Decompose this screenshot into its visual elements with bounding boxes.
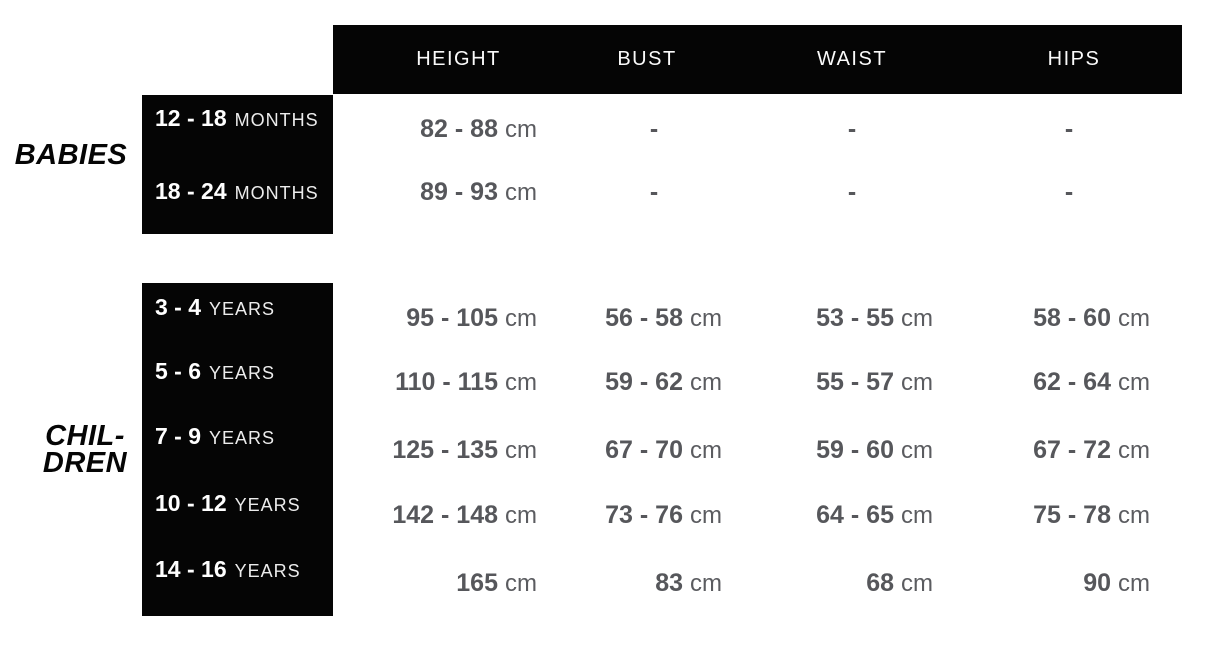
value-cell-hips: 62 - 64 cm	[1033, 368, 1150, 396]
value-cell-hips: 67 - 72 cm	[1033, 436, 1150, 464]
value-cell-waist: 59 - 60 cm	[816, 436, 933, 464]
measurement-header-bar	[333, 25, 1182, 94]
size-unit: MONTHS	[234, 110, 319, 130]
value-cell-bust: 56 - 58 cm	[605, 304, 722, 332]
size-range: 18 - 24	[155, 178, 227, 204]
value-cell-waist: 53 - 55 cm	[816, 304, 933, 332]
value-cell-height: 125 - 135 cm	[392, 436, 537, 464]
value-cell-bust: 59 - 62 cm	[605, 368, 722, 396]
size-unit: YEARS	[209, 299, 276, 319]
group-label-line: BABIES	[14, 139, 128, 171]
table-row	[333, 177, 1182, 211]
size-label	[155, 490, 301, 520]
value-cell-hips: -	[1064, 178, 1074, 206]
value-cell-height: 110 - 115 cm	[395, 368, 537, 396]
table-row	[333, 114, 1182, 148]
value-cell-waist: -	[847, 178, 857, 206]
size-label	[155, 358, 275, 388]
table-row	[333, 303, 1182, 337]
babies-size-box	[142, 95, 333, 234]
size-unit: YEARS	[209, 428, 276, 448]
children-values	[333, 283, 1182, 616]
value-cell-waist: 55 - 57 cm	[816, 368, 933, 396]
value-cell-height: 165 cm	[456, 569, 537, 597]
size-label	[155, 556, 301, 586]
value-cell-bust: 83 cm	[655, 569, 722, 597]
value-cell-bust: 73 - 76 cm	[605, 501, 722, 529]
value-cell-hips: 58 - 60 cm	[1033, 304, 1150, 332]
size-unit: MONTHS	[234, 183, 319, 203]
value-cell-height: 95 - 105 cm	[406, 304, 537, 332]
column-header-height: HEIGHT	[416, 48, 501, 70]
size-range: 3 - 4	[155, 294, 202, 320]
value-cell-bust: -	[649, 115, 659, 143]
group-label-babies	[0, 139, 142, 171]
group-label-line: DREN	[42, 447, 128, 479]
size-label	[155, 178, 319, 208]
value-cell-hips: 75 - 78 cm	[1033, 501, 1150, 529]
size-range: 10 - 12	[155, 490, 227, 516]
table-row	[333, 435, 1182, 469]
value-cell-waist: 64 - 65 cm	[816, 501, 933, 529]
value-cell-height: 82 - 88 cm	[420, 115, 537, 143]
babies-values	[333, 95, 1182, 234]
value-cell-bust: -	[649, 178, 659, 206]
value-cell-hips: 90 cm	[1083, 569, 1150, 597]
size-unit: YEARS	[209, 363, 276, 383]
group-label-children	[14, 420, 156, 479]
table-row	[333, 367, 1182, 401]
table-row	[333, 500, 1182, 534]
size-unit: YEARS	[234, 561, 301, 581]
value-cell-hips: -	[1064, 115, 1074, 143]
size-unit: YEARS	[234, 495, 301, 515]
column-header-bust: BUST	[617, 48, 677, 70]
table-row	[333, 568, 1182, 602]
value-cell-waist: 68 cm	[866, 569, 933, 597]
value-cell-height: 89 - 93 cm	[420, 178, 537, 206]
size-label	[155, 105, 319, 135]
size-label	[155, 423, 275, 453]
value-cell-height: 142 - 148 cm	[392, 501, 537, 529]
size-range: 12 - 18	[155, 105, 227, 131]
size-range: 5 - 6	[155, 358, 202, 384]
group-label-line: CHIL-	[45, 420, 125, 452]
column-header-hips: HIPS	[1047, 48, 1101, 70]
column-header-waist: WAIST	[816, 48, 888, 70]
size-label	[155, 294, 275, 324]
children-size-box	[142, 283, 333, 616]
value-cell-bust: 67 - 70 cm	[605, 436, 722, 464]
size-range: 7 - 9	[155, 423, 202, 449]
size-range: 14 - 16	[155, 556, 227, 582]
value-cell-waist: -	[847, 115, 857, 143]
